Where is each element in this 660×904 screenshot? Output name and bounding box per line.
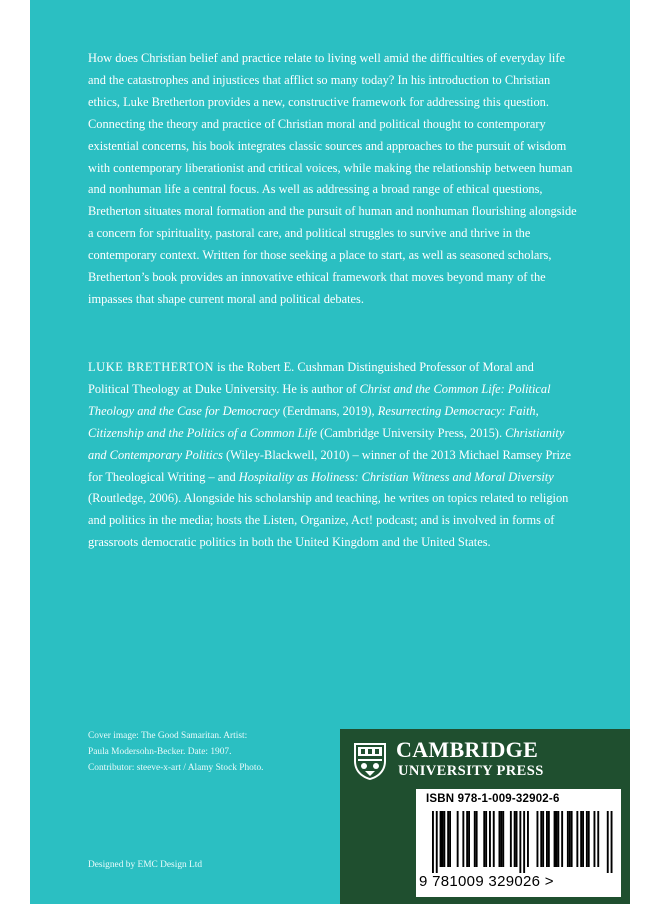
barcode-bar — [502, 811, 504, 867]
barcode-bar — [436, 811, 438, 873]
barcode-bar — [537, 811, 539, 867]
barcode-bar — [432, 811, 434, 873]
book-title-4: Hospitality as Holiness: Christian Witness and Moral Diversity — [238, 469, 554, 484]
book-blurb: How does Christian belief and practice relate to living well amid the difficulties of everyday life and the catastrophes and injustices that afflict so many today? In his introduction to Christian ethics, Luke Bretherton provides a new, constructive framework for addressing this question. Connecting the theory and practice of Christian moral and political thought to contemporary existential concerns, his book integrates classic sources and approaches to the pursuit of wisdom with contemporary liberationist and critical voices, while making the relationship between human and nonhuman life a central focus. As well as addressing a broad range of ethical questions, Bretherton situates moral formation and the pursuit of human and nonhuman flourishing alongside a concern for spirituality, pastoral care, and political struggles to survive and thrive in the contemporary context. Written for those seeking a place to start, as well as seasoned scholars, Bretherton’s book provides an innovative ethical framework that moves beyond many of the impasses that shape current moral and political debates. — [88, 51, 577, 306]
bio-text-1: is the Robert E. Cushman Distinguished Professor of Moral and Political Theology at Duke University. He is author of — [88, 360, 534, 396]
barcode-bar — [569, 811, 571, 867]
barcode-bar — [500, 811, 502, 867]
publisher-name-line2: UNIVERSITY PRESS — [398, 763, 544, 779]
barcode-bar — [462, 811, 464, 867]
barcode-bar — [571, 811, 573, 867]
barcode-bar — [442, 811, 444, 867]
barcode-bar — [597, 811, 599, 867]
barcode-bar — [546, 811, 548, 867]
designer-credit: Designed by EMC Design Ltd — [88, 860, 203, 870]
publisher-panel — [340, 729, 630, 904]
bio-text-4: (Wiley-Blackwell, 2010) – winner of the 2013 Michael Ramsey Prize for Theological Writing – and — [88, 447, 571, 484]
barcode-bar — [586, 811, 588, 867]
barcode-bar — [443, 811, 445, 867]
barcode-bar — [580, 811, 582, 867]
barcode-bar — [466, 811, 468, 867]
barcode-bar — [476, 811, 478, 867]
barcode-bar — [519, 811, 521, 873]
barcode-bar — [527, 811, 529, 867]
publisher-logo — [352, 737, 622, 787]
barcode-bar — [440, 811, 442, 867]
book-title-3: Christianity and Contemporary Politics — [88, 425, 565, 462]
barcode-bar — [489, 811, 491, 867]
barcode-bar — [548, 811, 550, 867]
bio-text-2: (Eerdmans, 2019), — [279, 403, 378, 418]
bio-text-5: (Routledge, 2006). Alongside his scholarship and teaching, he writes on topics related to religion and politics in the media; hosts the Listen, Organize, Act! podcast; and is involved in forms of grassroots democratic politics in both the United Kingdom and the United States. — [88, 491, 569, 550]
barcode-bar — [594, 811, 596, 867]
barcode-bar — [485, 811, 487, 867]
barcode-bar — [567, 811, 569, 867]
cover-image-credit — [88, 728, 348, 776]
barcode-bar — [457, 811, 459, 867]
publisher-name-line1: CAMBRIDGE — [396, 737, 539, 762]
isbn-barcode — [416, 789, 621, 897]
bio-text-3: (Cambridge University Press, 2015). — [316, 425, 506, 440]
barcode-bar — [576, 811, 578, 867]
barcode-bar — [447, 811, 449, 867]
author-bio — [88, 357, 578, 554]
book-title-2: Resurrecting Democracy: Faith, Citizenship and the Politics of a Common Life — [88, 403, 539, 440]
university-crest-icon — [352, 741, 388, 781]
barcode-bar — [588, 811, 590, 867]
barcode-bar — [510, 811, 512, 867]
barcode-bar — [561, 811, 563, 867]
barcode-bar — [607, 811, 609, 873]
barcode-bar — [493, 811, 495, 867]
barcode-bar — [468, 811, 470, 867]
credit-line-2: Paula Modersohn-Becker. Date: 1907. — [88, 747, 232, 757]
barcode-bar — [499, 811, 501, 867]
barcode-bar — [523, 811, 525, 873]
barcode-bar — [540, 811, 542, 867]
barcode-bar — [474, 811, 476, 867]
barcode-icon — [424, 811, 614, 873]
barcode-bar — [554, 811, 556, 867]
barcode-bar — [557, 811, 559, 867]
book-title-1: Christ and the Common Life: Political Theology and the Case for Democracy — [88, 381, 551, 418]
isbn-label: ISBN 978-1-009-32902-6 — [426, 793, 560, 805]
barcode-bar — [449, 811, 451, 867]
author-name: LUKE BRETHERTON — [88, 360, 215, 374]
barcode-bar — [542, 811, 544, 867]
barcode-bar — [514, 811, 516, 867]
barcode-bar — [516, 811, 518, 867]
credit-line-3: Contributor: steeve-x-art / Alamy Stock Photo. — [88, 763, 264, 773]
ean-number: 9 781009 329026 > — [419, 873, 554, 890]
barcode-bar — [582, 811, 584, 867]
credit-line-1: Cover image: The Good Samaritan. Artist: — [88, 731, 248, 741]
barcode-bar — [556, 811, 558, 867]
barcode-bar — [611, 811, 613, 873]
barcode-bar — [483, 811, 485, 867]
